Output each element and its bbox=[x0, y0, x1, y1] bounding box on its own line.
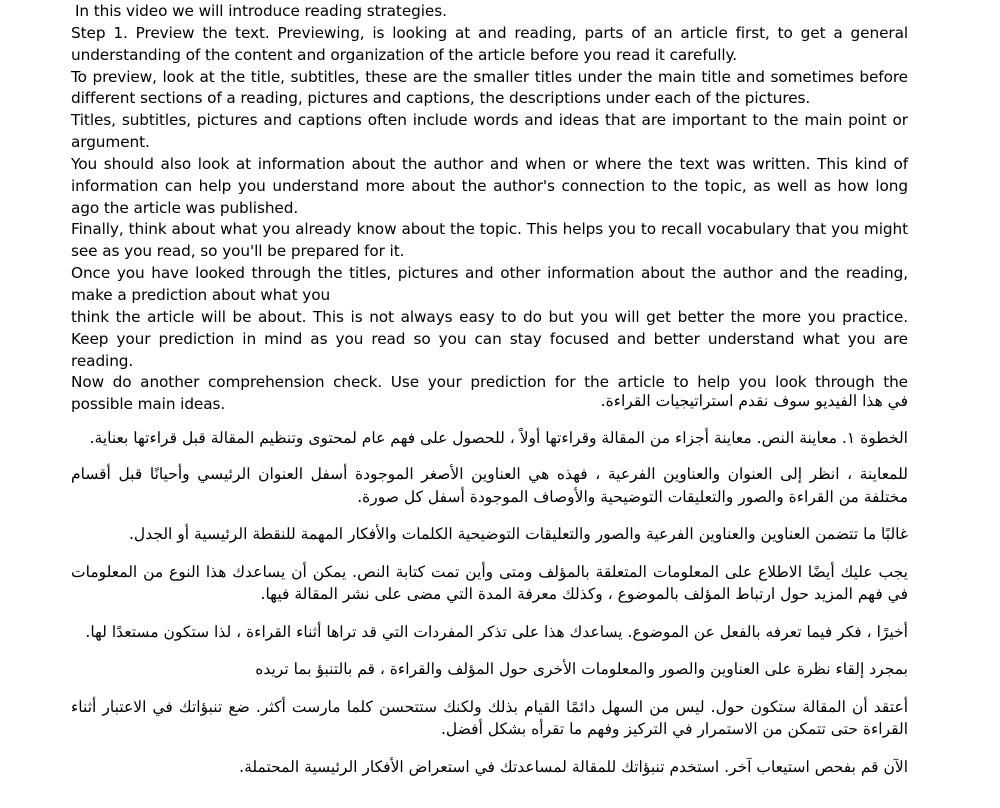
english-paragraph: Step 1. Preview the text. Previewing, is looking at and reading, parts of an article first, to get a general understanding of the content and organization of the article before you read it carefully. bbox=[71, 23, 908, 64]
arabic-paragraph: بمجرد إلقاء نظرة على العناوين والصور والمعلومات الأخرى حول المؤلف والقراءة ، قم بالتنبؤ بما تريده bbox=[255, 660, 908, 678]
arabic-paragraph: أعتقد أن المقالة ستكون حول. ليس من السهل دائمًا القيام بذلك ولكنك ستتحسن كلما مارست أكثر. ضع تنبؤاتك في الاعتبار أثناء القراءة حتى تتمكن من الاستمرار في التركيز وفهم ما تقرأه بشكل أفضل. bbox=[71, 697, 908, 738]
arabic-paragraph: للمعاينة ، انظر إلى العنوان والعناوين الفرعية ، فهذه هي العناوين الأصغر الموجودة أسفل العنوان الرئيسي وأحيانًا قبل أقسام مختلفة من القراءة والصور والتعليقات التوضيحية والأوصاف الموجودة أسفل كل صورة. bbox=[71, 465, 908, 506]
english-paragraph: Now do another comprehension check. Use your prediction for the article to help you look through the possible main ideas. bbox=[71, 373, 908, 414]
arabic-paragraph: يجب عليك أيضًا الاطلاع على المعلومات المتعلقة بالمؤلف ومتى وأين تمت كتابة النص. يمكن أن يساعدك هذا النوع من المعلومات في فهم المزيد حول ارتباط المؤلف بالموضوع ، وكذلك معرفة المدة التي مضى على نشر المقالة فيها. bbox=[71, 562, 908, 603]
english-paragraph: Finally, think about what you already know about the topic. This helps you to recall vocabulary that you might see as you read, so you'll be prepared for it. bbox=[71, 220, 908, 261]
english-paragraph: think the article will be about. This is not always easy to do but you will get better the more you practice. Keep your prediction in mind as you read so you can stay focused and better understand what you are reading. bbox=[71, 307, 908, 370]
arabic-paragraph: غالبًا ما تتضمن العناوين والعناوين الفرعية والصور والتعليقات التوضيحية الكلمات والأفكار المهمة للنقطة الرئيسية أو الجدل. bbox=[129, 525, 908, 543]
english-paragraph: Titles, subtitles, pictures and captions often include words and ideas that are important to the main point or argument. bbox=[71, 111, 908, 152]
english-paragraph: You should also look at information about the author and when or where the text was written. This kind of information can help you understand more about the author's connection to the topic, as well as how long ago the article was published. bbox=[71, 154, 908, 217]
arabic-paragraph: الخطوة ١. معاينة النص. معاينة أجزاء من المقالة وقراءتها أولاً ، للحصول على فهم عام لمحتوى وتنظيم المقالة قبل قراءتها بعناية. bbox=[89, 428, 908, 447]
english-paragraph: In this video we will introduce reading strategies. bbox=[75, 2, 447, 20]
arabic-paragraph: الآن قم بفحص استيعاب آخر. استخدم تنبؤاتك للمقالة لمساعدتك في استعراض الأفكار الرئيسية المحتملة. bbox=[239, 757, 908, 776]
arabic-paragraph: أخيرًا ، فكر فيما تعرفه بالفعل عن الموضوع. يساعدك هذا على تذكر المفردات التي قد تراها أثناء القراءة ، لذا ستكون مستعدًا لها. bbox=[85, 622, 908, 641]
arabic-transcript bbox=[71, 390, 908, 778]
english-transcript bbox=[71, 1, 908, 416]
arabic-paragraph: في هذا الفيديو سوف نقدم استراتيجيات القراءة. bbox=[600, 392, 908, 410]
english-paragraph: Once you have looked through the titles, pictures and other information about the author and the reading, make a prediction about what you bbox=[71, 264, 908, 304]
english-paragraph: To preview, look at the title, subtitles, these are the smaller titles under the main title and sometimes before different sections of a reading, pictures and captions, the descriptions under each of the pictures. bbox=[71, 67, 908, 108]
